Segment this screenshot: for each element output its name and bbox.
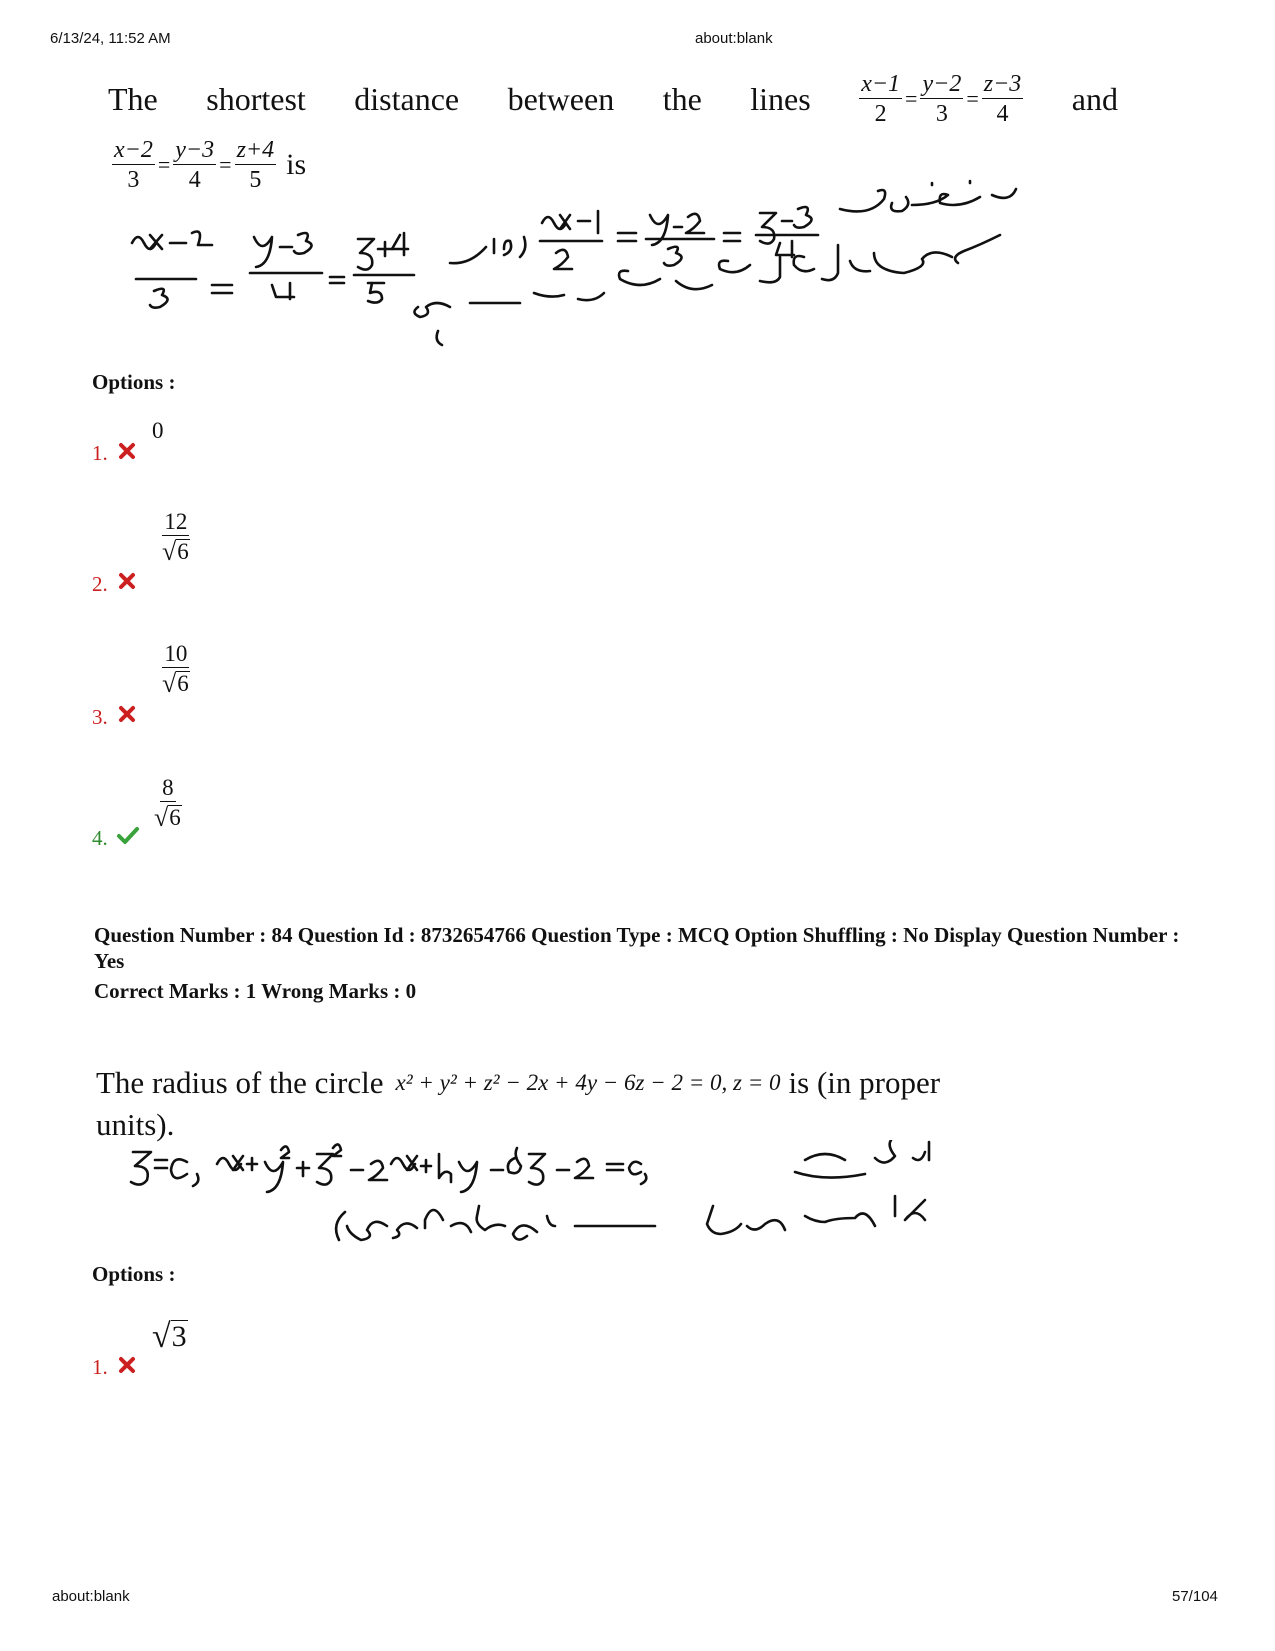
option-number: 2. <box>92 572 108 596</box>
question-83-line1 <box>108 72 1118 126</box>
question-84-meta: Question Number : 84 Question Id : 8732654766 Question Type : MCQ Option Shuffling : No Display Question Number : Yes <box>94 923 1180 973</box>
word: The <box>108 80 158 117</box>
check-icon <box>116 826 140 846</box>
word: between <box>507 80 615 117</box>
word-and: and <box>1071 80 1118 117</box>
option-value: 10 √ 6 <box>162 641 189 698</box>
option-number: 1. <box>92 441 108 465</box>
word: distance <box>354 80 460 117</box>
option-value: 12 √ 6 <box>162 509 189 566</box>
option-value: 8 √ 6 <box>154 775 181 832</box>
option-number: 1. <box>92 1355 108 1379</box>
handwritten-urdu-translation-q84 <box>125 1140 985 1270</box>
option-number: 3. <box>92 705 108 729</box>
word: lines <box>750 80 811 117</box>
line2-equation: $\frac{x-2}{3}$ = $\frac{y-3}{4}$ = $\frac{z+4}{5}$ is <box>114 137 307 193</box>
print-url: about:blank <box>52 1588 130 1605</box>
options-label-q83: Options : <box>92 370 176 394</box>
print-datetime: 6/13/24, 11:52 AM <box>50 30 171 47</box>
options-label-q84: Options : <box>92 1262 176 1286</box>
word: shortest <box>206 80 306 117</box>
cross-icon <box>118 442 136 460</box>
option-value: 0 <box>152 418 164 443</box>
handwritten-urdu-translation-q83 <box>120 175 1070 375</box>
question-84-line1: The radius of the circle x² + y² + z² − 2x + 4y − 6z − 2 = 0, z = 0 is (in proper <box>96 1065 941 1100</box>
question-84-marks: Correct Marks : 1 Wrong Marks : 0 <box>94 979 417 1003</box>
cross-icon <box>118 1356 136 1374</box>
line1-equation: $\frac{x-1}{2}$ = $\frac{y-2}{3}$ = $\frac{z-3}{4}$ <box>861 71 1022 127</box>
cross-icon <box>118 705 136 723</box>
option-value: √ 3 <box>152 1318 187 1355</box>
print-page-number: 57/104 <box>1172 1588 1218 1605</box>
word: the <box>662 80 702 117</box>
print-title: about:blank <box>695 30 773 47</box>
question-84-line2: units). <box>96 1107 175 1142</box>
option-number: 4. <box>92 826 108 850</box>
cross-icon <box>118 572 136 590</box>
